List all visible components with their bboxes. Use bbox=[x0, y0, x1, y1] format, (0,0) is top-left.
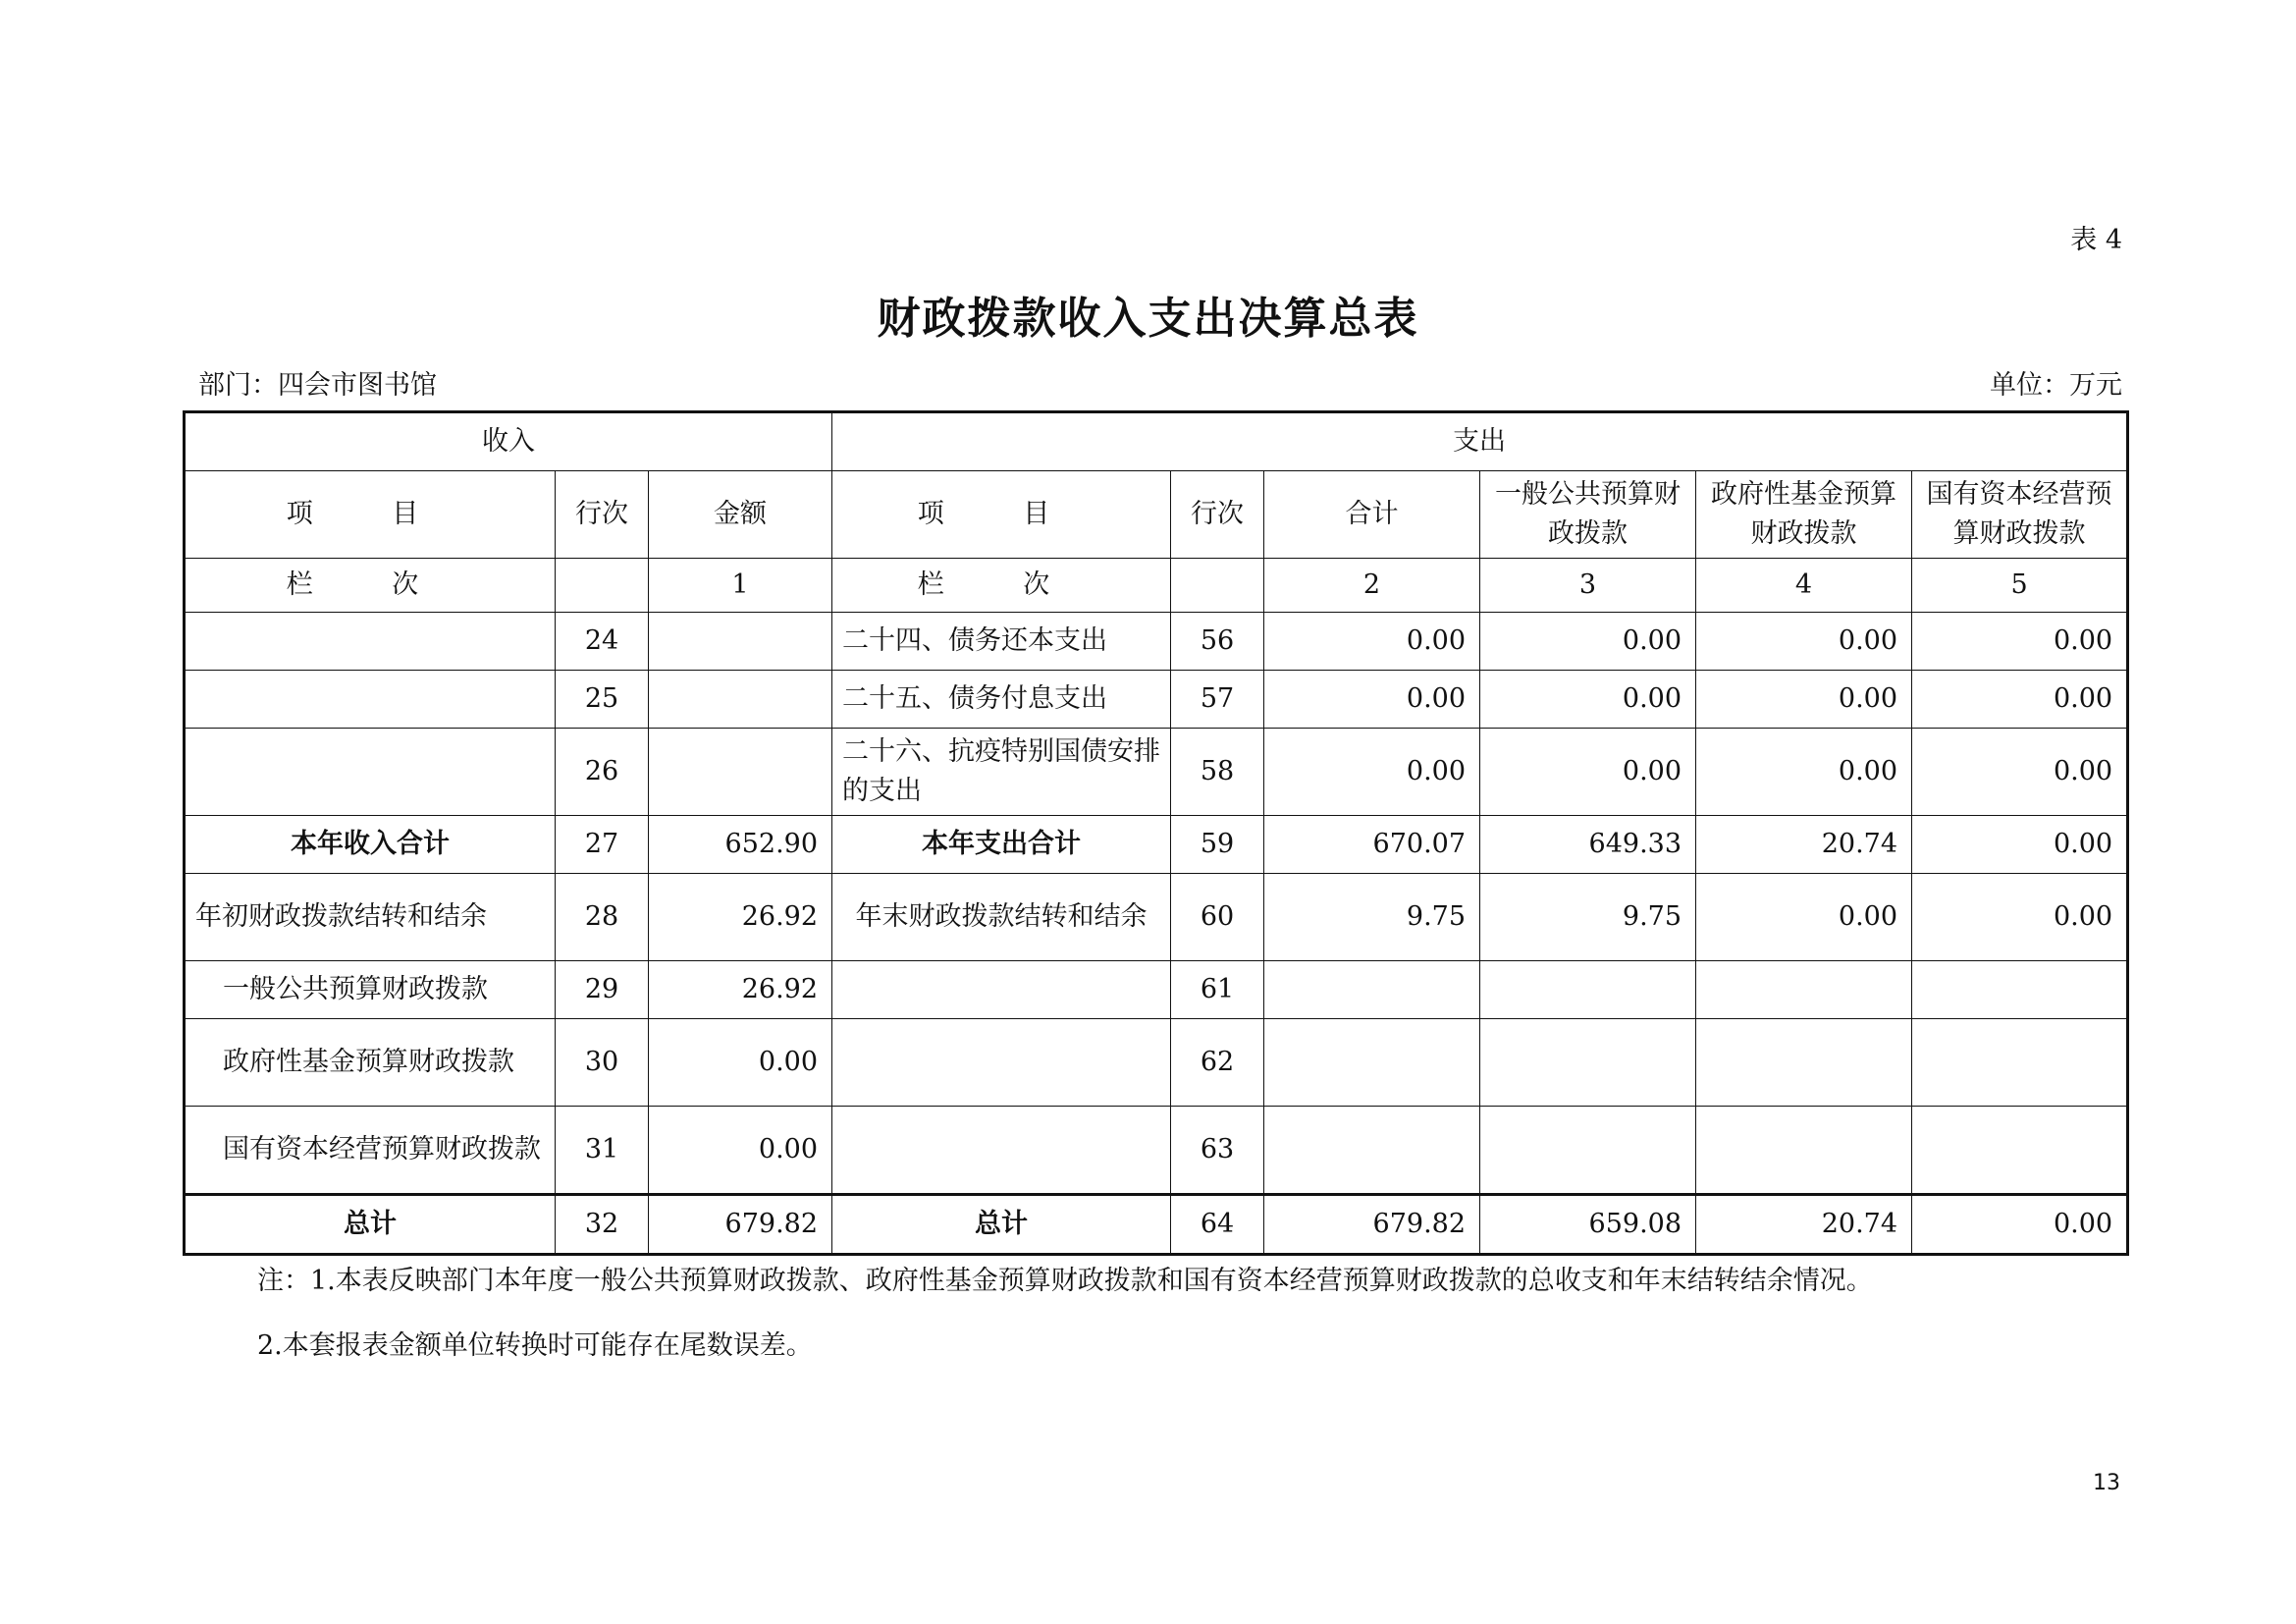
footnote-1: 注：1.本表反映部门本年度一般公共预算财政拨款、政府性基金预算财政拨款和国有资本经营预算财政拨款的总收支和年末结转结余情况。 bbox=[257, 1266, 1873, 1296]
expense-total: 0.00 bbox=[1264, 671, 1480, 729]
expense-fund: 0.00 bbox=[1696, 613, 1912, 671]
grand-total-row bbox=[185, 1195, 2128, 1255]
expense-capital bbox=[1912, 961, 2128, 1019]
income-amount: 0.00 bbox=[649, 1107, 832, 1195]
income-item: 本年收入合计 bbox=[185, 816, 556, 874]
expense-total: 670.07 bbox=[1264, 816, 1480, 874]
expense-general bbox=[1480, 1107, 1696, 1195]
expense-fund: 0.00 bbox=[1696, 874, 1912, 961]
col-index-1: 1 bbox=[649, 559, 832, 613]
expense-item: 本年支出合计 bbox=[832, 816, 1171, 874]
header-row-columns bbox=[185, 471, 2128, 559]
expense-total bbox=[1264, 961, 1480, 1019]
expense-capital bbox=[1912, 1107, 2128, 1195]
expense-capital bbox=[1912, 1019, 2128, 1107]
expense-row-no-header: 行次 bbox=[1171, 471, 1264, 559]
income-amount bbox=[649, 613, 832, 671]
income-amount-header: 金额 bbox=[649, 471, 832, 559]
table-row bbox=[185, 1107, 2128, 1195]
expense-row-no: 58 bbox=[1171, 729, 1264, 816]
expense-total: 9.75 bbox=[1264, 874, 1480, 961]
table-row bbox=[185, 613, 2128, 671]
income-amount: 0.00 bbox=[649, 1019, 832, 1107]
expense-fund: 0.00 bbox=[1696, 729, 1912, 816]
expense-row-no: 61 bbox=[1171, 961, 1264, 1019]
income-item bbox=[185, 671, 556, 729]
income-item bbox=[185, 613, 556, 671]
expense-general: 0.00 bbox=[1480, 671, 1696, 729]
expense-capital: 0.00 bbox=[1912, 729, 2128, 816]
income-row-no: 31 bbox=[556, 1107, 649, 1195]
empty-cell bbox=[1171, 559, 1264, 613]
expense-fund: 20.74 bbox=[1696, 1195, 1912, 1255]
income-amount bbox=[649, 729, 832, 816]
expense-total: 679.82 bbox=[1264, 1195, 1480, 1255]
total-header: 合计 bbox=[1264, 471, 1480, 559]
income-item: 年初财政拨款结转和结余 bbox=[185, 874, 556, 961]
expense-row-no: 57 bbox=[1171, 671, 1264, 729]
state-capital-header: 国有资本经营预算财政拨款 bbox=[1912, 471, 2128, 559]
expense-capital: 0.00 bbox=[1912, 816, 2128, 874]
expense-item: 年末财政拨款结转和结余 bbox=[832, 874, 1171, 961]
general-budget-header: 一般公共预算财政拨款 bbox=[1480, 471, 1696, 559]
income-row-no: 24 bbox=[556, 613, 649, 671]
expense-capital: 0.00 bbox=[1912, 874, 2128, 961]
income-amount: 679.82 bbox=[649, 1195, 832, 1255]
expense-fund: 0.00 bbox=[1696, 671, 1912, 729]
table-row bbox=[185, 671, 2128, 729]
expense-fund: 20.74 bbox=[1696, 816, 1912, 874]
income-item: 国有资本经营预算财政拨款 bbox=[185, 1107, 556, 1195]
gov-fund-header: 政府性基金预算财政拨款 bbox=[1696, 471, 1912, 559]
col-index-3: 3 bbox=[1480, 559, 1696, 613]
expense-column-label: 栏 次 bbox=[832, 559, 1171, 613]
expense-item bbox=[832, 1107, 1171, 1195]
expense-general bbox=[1480, 1019, 1696, 1107]
col-index-2: 2 bbox=[1264, 559, 1480, 613]
expense-general: 0.00 bbox=[1480, 729, 1696, 816]
income-column-label: 栏 次 bbox=[185, 559, 556, 613]
expense-row-no: 59 bbox=[1171, 816, 1264, 874]
expense-item bbox=[832, 1019, 1171, 1107]
expense-row-no: 64 bbox=[1171, 1195, 1264, 1255]
header-row-sections bbox=[185, 412, 2128, 471]
table-number: 表 4 bbox=[2070, 225, 2122, 255]
expense-fund bbox=[1696, 961, 1912, 1019]
income-row-no: 32 bbox=[556, 1195, 649, 1255]
expense-row-no: 56 bbox=[1171, 613, 1264, 671]
income-amount: 26.92 bbox=[649, 874, 832, 961]
expense-general: 649.33 bbox=[1480, 816, 1696, 874]
expense-item: 二十五、债务付息支出 bbox=[832, 671, 1171, 729]
expense-row-no: 62 bbox=[1171, 1019, 1264, 1107]
expense-fund bbox=[1696, 1019, 1912, 1107]
expense-total bbox=[1264, 1019, 1480, 1107]
expense-capital: 0.00 bbox=[1912, 1195, 2128, 1255]
expense-general: 659.08 bbox=[1480, 1195, 1696, 1255]
income-item-header: 项 目 bbox=[185, 471, 556, 559]
table-row bbox=[185, 1019, 2128, 1107]
income-row-no: 28 bbox=[556, 874, 649, 961]
expense-general: 0.00 bbox=[1480, 613, 1696, 671]
income-item bbox=[185, 729, 556, 816]
income-item: 一般公共预算财政拨款 bbox=[185, 961, 556, 1019]
col-index-5: 5 bbox=[1912, 559, 2128, 613]
expense-total bbox=[1264, 1107, 1480, 1195]
income-row-no: 30 bbox=[556, 1019, 649, 1107]
income-item: 总计 bbox=[185, 1195, 556, 1255]
expense-row-no: 63 bbox=[1171, 1107, 1264, 1195]
footnote-2: 2.本套报表金额单位转换时可能存在尾数误差。 bbox=[257, 1330, 813, 1361]
page-title: 财政拨款收入支出决算总表 bbox=[877, 294, 1419, 344]
expense-section-header: 支出 bbox=[832, 412, 2128, 471]
table-row bbox=[185, 874, 2128, 961]
expense-capital: 0.00 bbox=[1912, 671, 2128, 729]
page-number: 13 bbox=[2093, 1471, 2120, 1495]
expense-row-no: 60 bbox=[1171, 874, 1264, 961]
table-row bbox=[185, 961, 2128, 1019]
income-row-no: 27 bbox=[556, 816, 649, 874]
unit-label: 单位：万元 bbox=[1990, 370, 2122, 401]
expense-general bbox=[1480, 961, 1696, 1019]
expense-item: 二十六、抗疫特别国债安排的支出 bbox=[832, 729, 1171, 816]
header-row-column-index bbox=[185, 559, 2128, 613]
fiscal-summary-table bbox=[183, 410, 2129, 1256]
department-label: 部门：四会市图书馆 bbox=[198, 370, 437, 401]
empty-cell bbox=[556, 559, 649, 613]
income-row-no-header: 行次 bbox=[556, 471, 649, 559]
income-section-header: 收入 bbox=[185, 412, 832, 471]
income-item: 政府性基金预算财政拨款 bbox=[185, 1019, 556, 1107]
income-row-no: 29 bbox=[556, 961, 649, 1019]
expense-item bbox=[832, 961, 1171, 1019]
expense-item: 总计 bbox=[832, 1195, 1171, 1255]
expense-total: 0.00 bbox=[1264, 613, 1480, 671]
year-total-row bbox=[185, 816, 2128, 874]
expense-fund bbox=[1696, 1107, 1912, 1195]
table-row bbox=[185, 729, 2128, 816]
expense-general: 9.75 bbox=[1480, 874, 1696, 961]
income-amount bbox=[649, 671, 832, 729]
expense-total: 0.00 bbox=[1264, 729, 1480, 816]
income-row-no: 25 bbox=[556, 671, 649, 729]
income-row-no: 26 bbox=[556, 729, 649, 816]
col-index-4: 4 bbox=[1696, 559, 1912, 613]
income-amount: 26.92 bbox=[649, 961, 832, 1019]
income-amount: 652.90 bbox=[649, 816, 832, 874]
expense-item-header: 项 目 bbox=[832, 471, 1171, 559]
expense-item: 二十四、债务还本支出 bbox=[832, 613, 1171, 671]
expense-capital: 0.00 bbox=[1912, 613, 2128, 671]
